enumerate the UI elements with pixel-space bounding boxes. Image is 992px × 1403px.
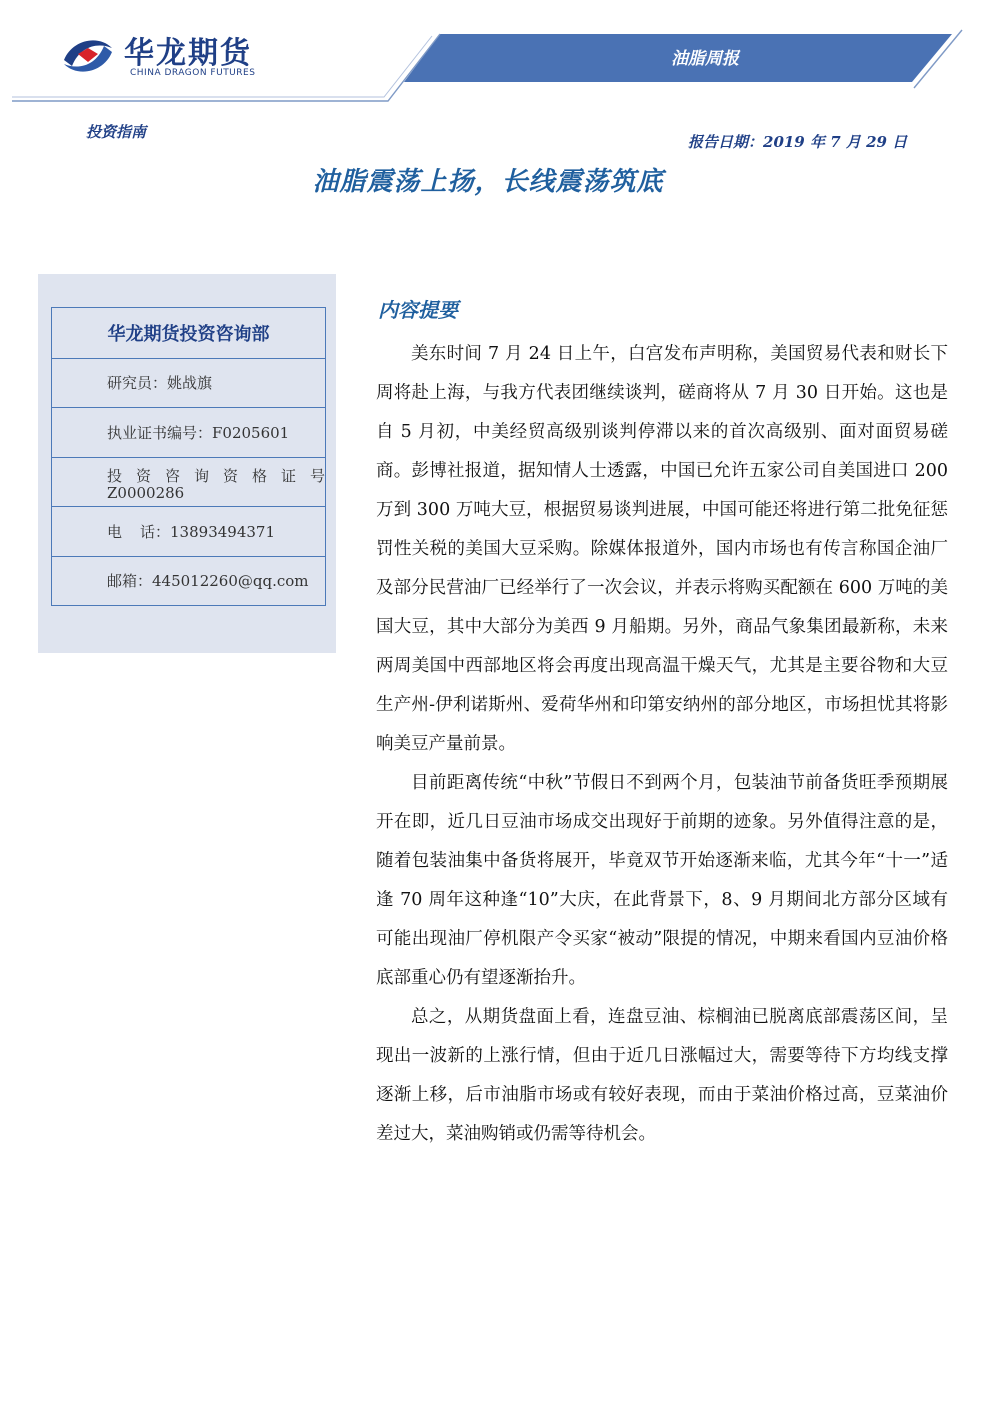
- phone-row: [52, 506, 325, 556]
- department-name: 华龙期货投资咨询部: [107, 323, 270, 345]
- email-address: 邮箱：445012260@qq.com: [52, 556, 325, 606]
- page-title: [0, 161, 992, 198]
- qualification-number: Z0000286: [107, 483, 185, 502]
- report-category: 投资指南: [86, 123, 147, 141]
- phone-label: 电: [107, 522, 123, 541]
- contact-info-table: [51, 307, 340, 606]
- qualification-label: 投资咨询资格证号: [107, 466, 340, 485]
- qualification-row: [52, 457, 340, 507]
- report-type-label: 油脂周报: [671, 49, 739, 69]
- brand-name-cn: 华龙期货: [124, 36, 252, 71]
- brand-logo-icon: [58, 26, 118, 86]
- report-date: 报告日期：2019 年 7 月 29 日: [688, 133, 908, 151]
- summary-paragraph: 总之，从期货盘面上看，连盘豆油、棕榈油已脱离底部震荡区间，呈现出一波新的上涨行情，但由于近几日涨幅过大，需要等待下方均线支撑逐渐上移，后市油脂市场或有较好表现，而由于菜油价格过高，豆菜油价差过大，菜油购销或仍需等待机会。: [376, 1007, 948, 1144]
- analyst-name: 研究员：姚战旗: [52, 358, 325, 408]
- summary-paragraph: 美东时间 7 月 24 日上午，白宫发布声明称，美国贸易代表和财长下周将赴上海，与我方代表团继续谈判，磋商将从 7 月 30 日开始。这也是自 5 月初，中美经贸高级别谈判停滞以来的首次高级别、面对面贸易磋商。彭博社报道，据知情人士透露，中国已允许五家公司自美国进口 200 万到 300 万吨大豆，根据贸易谈判进展，中国可能还将进行第二批免征惩罚性关税的美国大豆采购。除媒体报道外，国内市场也有传言称国企油厂及部分民营油厂已经举行了一次会议，并表示将购买配额在 600 万吨的美国大豆，其中大部分为美西 9 月船期。另外，商品气象集团最新称，未来两周美国中西部地区将会再度出现高温干燥天气，尤其是主要谷物和大豆生产州-伊利诺斯州、爱荷华州和印第安纳州的部分地区，市场担忧其将影响美豆产量前景。: [376, 344, 948, 754]
- summary-body: [376, 335, 948, 1154]
- summary-paragraph: 目前距离传统“中秋”节假日不到两个月，包装油节前备货旺季预期展开在即，近几日豆油市场成交出现好于前期的迹象。另外值得注意的是，随着包装油集中备货将展开，毕竟双节开始逐渐来临，尤其今年“十一”适逢 70 周年这种逢“10”大庆，在此背景下，8、9 月期间北方部分区域有可能出现油厂停机限产令买家“被动”限提的情况，中期来看国内豆油价格底部重心仍有望逐渐抬升。: [376, 773, 948, 988]
- summary-heading: 内容提要: [378, 298, 458, 322]
- license-number: 执业证书编号：F0205601: [52, 407, 325, 457]
- brand-name-en: CHINA DRAGON FUTURES: [130, 68, 256, 78]
- phone-number: 话：13893494371: [140, 522, 275, 541]
- page-title-text: 油脂震荡上扬，长线震荡筑底: [312, 167, 664, 197]
